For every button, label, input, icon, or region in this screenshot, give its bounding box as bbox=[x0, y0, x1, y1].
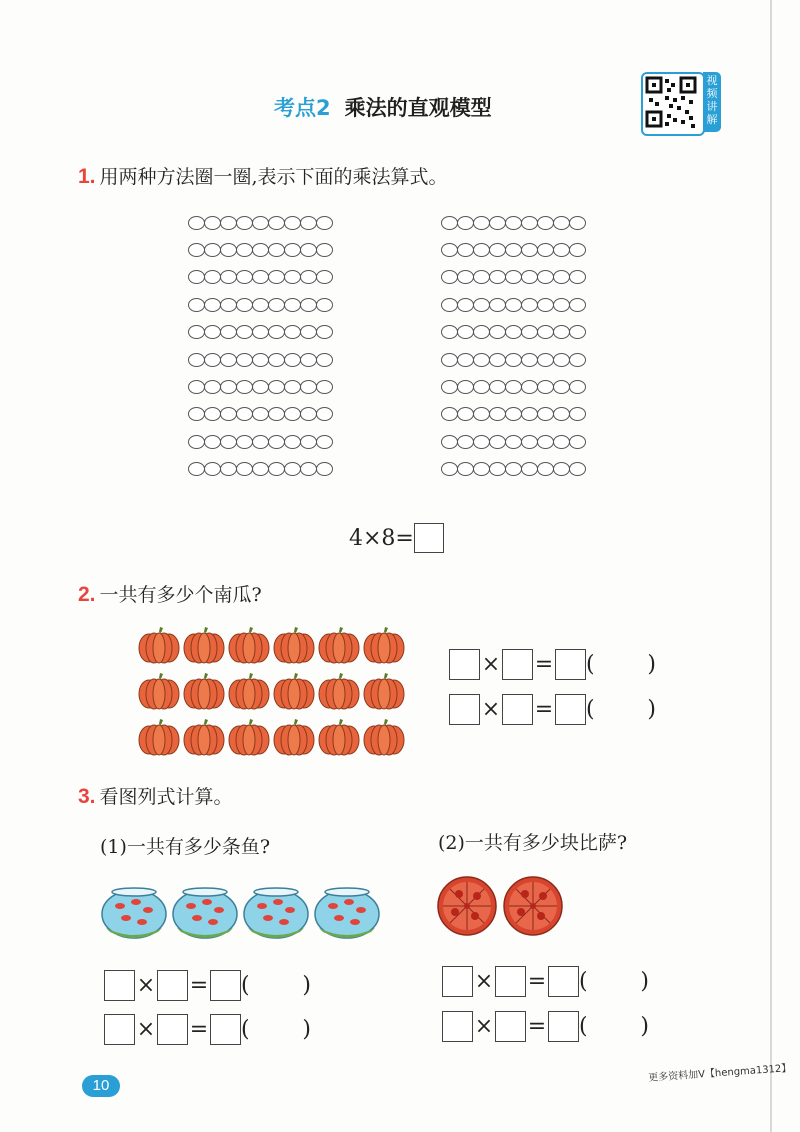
circle[interactable] bbox=[473, 325, 490, 339]
circle-row bbox=[441, 346, 585, 373]
circle-row bbox=[441, 209, 585, 236]
product-box[interactable] bbox=[210, 1014, 241, 1045]
circle[interactable] bbox=[537, 462, 554, 476]
circle[interactable] bbox=[521, 270, 538, 284]
circle[interactable] bbox=[236, 216, 253, 230]
circle[interactable] bbox=[300, 462, 317, 476]
circle[interactable] bbox=[268, 435, 285, 449]
circle[interactable] bbox=[537, 380, 554, 394]
fishbowl-group bbox=[100, 884, 381, 944]
circle[interactable] bbox=[553, 216, 570, 230]
circle[interactable] bbox=[284, 325, 301, 339]
circle-row bbox=[188, 373, 332, 400]
product-box[interactable] bbox=[548, 966, 579, 997]
circle[interactable] bbox=[236, 325, 253, 339]
circle[interactable] bbox=[316, 216, 333, 230]
circle[interactable] bbox=[505, 216, 522, 230]
circle[interactable] bbox=[521, 243, 538, 257]
circle[interactable] bbox=[441, 216, 458, 230]
circle-row bbox=[188, 291, 332, 318]
watermark: 更多资料加V【hengma1312】 bbox=[647, 1063, 792, 1084]
circle[interactable] bbox=[316, 353, 333, 367]
circle[interactable] bbox=[316, 435, 333, 449]
question-3-number: 3. bbox=[78, 785, 96, 808]
circle[interactable] bbox=[316, 298, 333, 312]
circle[interactable] bbox=[489, 325, 506, 339]
pumpkin-icon bbox=[228, 718, 270, 758]
circle[interactable] bbox=[457, 407, 474, 421]
section-title bbox=[274, 92, 492, 122]
circle[interactable] bbox=[473, 380, 490, 394]
circle[interactable] bbox=[188, 353, 205, 367]
circle[interactable] bbox=[252, 243, 269, 257]
circle[interactable] bbox=[553, 325, 570, 339]
circle[interactable] bbox=[220, 353, 237, 367]
circle[interactable] bbox=[441, 353, 458, 367]
circle-grid-right[interactable] bbox=[441, 209, 585, 483]
circle[interactable] bbox=[521, 380, 538, 394]
circle[interactable] bbox=[537, 407, 554, 421]
circle[interactable] bbox=[236, 380, 253, 394]
unit-blank[interactable]: ( ) bbox=[586, 697, 656, 722]
circle[interactable] bbox=[204, 216, 221, 230]
circle[interactable] bbox=[505, 380, 522, 394]
circle[interactable] bbox=[473, 353, 490, 367]
question-2-number: 2. bbox=[78, 583, 96, 606]
pumpkin-icon bbox=[318, 626, 360, 666]
circle[interactable] bbox=[300, 353, 317, 367]
circle[interactable] bbox=[441, 407, 458, 421]
times-sign: × bbox=[481, 697, 501, 722]
circle[interactable] bbox=[569, 216, 586, 230]
circle-row bbox=[441, 428, 585, 455]
circle[interactable] bbox=[537, 298, 554, 312]
question-2-answer-2 bbox=[449, 694, 656, 725]
circle[interactable] bbox=[473, 462, 490, 476]
equals-sign: = bbox=[534, 652, 554, 677]
circle[interactable] bbox=[569, 325, 586, 339]
circle[interactable] bbox=[553, 353, 570, 367]
circle[interactable] bbox=[489, 243, 506, 257]
circle[interactable] bbox=[441, 435, 458, 449]
equals-sign: = bbox=[189, 973, 209, 998]
circle-row bbox=[441, 319, 585, 346]
circle[interactable] bbox=[457, 270, 474, 284]
question-1 bbox=[78, 162, 448, 189]
circle[interactable] bbox=[220, 243, 237, 257]
circle[interactable] bbox=[220, 380, 237, 394]
circle[interactable] bbox=[188, 435, 205, 449]
circle[interactable] bbox=[188, 216, 205, 230]
equation-text: 4×8= bbox=[349, 525, 414, 551]
section-tag: 考点2 bbox=[274, 96, 331, 120]
circle[interactable] bbox=[204, 435, 221, 449]
circle[interactable] bbox=[521, 298, 538, 312]
video-explain-label[interactable]: 视频讲解 bbox=[703, 72, 721, 132]
circle[interactable] bbox=[489, 216, 506, 230]
pumpkin-icon bbox=[363, 672, 405, 712]
circle[interactable] bbox=[521, 325, 538, 339]
circle-row bbox=[188, 319, 332, 346]
page-number: 10 bbox=[82, 1075, 120, 1097]
circle[interactable] bbox=[489, 298, 506, 312]
circle[interactable] bbox=[489, 353, 506, 367]
circle[interactable] bbox=[300, 325, 317, 339]
circle[interactable] bbox=[220, 407, 237, 421]
circle-row bbox=[188, 401, 332, 428]
circle[interactable] bbox=[204, 298, 221, 312]
pizza-icon bbox=[437, 876, 497, 940]
circle-row bbox=[188, 264, 332, 291]
circle[interactable] bbox=[252, 407, 269, 421]
circle[interactable] bbox=[316, 407, 333, 421]
circle[interactable] bbox=[569, 353, 586, 367]
circle[interactable] bbox=[457, 353, 474, 367]
circle[interactable] bbox=[505, 270, 522, 284]
circle[interactable] bbox=[316, 380, 333, 394]
fishbowl-icon bbox=[242, 884, 310, 944]
circle[interactable] bbox=[473, 270, 490, 284]
fishbowl-icon bbox=[313, 884, 381, 944]
circle[interactable] bbox=[300, 407, 317, 421]
product-box[interactable] bbox=[555, 694, 586, 725]
circle[interactable] bbox=[553, 462, 570, 476]
circle[interactable] bbox=[284, 353, 301, 367]
product-box[interactable] bbox=[548, 1011, 579, 1042]
circle[interactable] bbox=[236, 353, 253, 367]
circle[interactable] bbox=[521, 435, 538, 449]
unit-blank[interactable]: ( ) bbox=[579, 969, 649, 994]
circle[interactable] bbox=[252, 270, 269, 284]
circle[interactable] bbox=[300, 270, 317, 284]
circle[interactable] bbox=[316, 243, 333, 257]
circle[interactable] bbox=[188, 325, 205, 339]
pumpkin-icon bbox=[363, 626, 405, 666]
circle[interactable] bbox=[252, 380, 269, 394]
circle[interactable] bbox=[505, 298, 522, 312]
factor-box-1[interactable] bbox=[449, 694, 480, 725]
circle[interactable] bbox=[268, 462, 285, 476]
circle[interactable] bbox=[268, 380, 285, 394]
page-edge bbox=[770, 0, 772, 1132]
circle[interactable] bbox=[569, 243, 586, 257]
product-box[interactable] bbox=[210, 970, 241, 1001]
circle-row bbox=[188, 236, 332, 263]
circle[interactable] bbox=[457, 435, 474, 449]
circle[interactable] bbox=[252, 462, 269, 476]
pumpkin-icon bbox=[273, 718, 315, 758]
circle[interactable] bbox=[188, 380, 205, 394]
circle[interactable] bbox=[489, 407, 506, 421]
equals-sign: = bbox=[527, 969, 547, 994]
circle-row bbox=[188, 428, 332, 455]
circle[interactable] bbox=[473, 435, 490, 449]
circle-row bbox=[188, 209, 332, 236]
times-sign: × bbox=[481, 652, 501, 677]
circle[interactable] bbox=[457, 243, 474, 257]
unit-blank[interactable]: ( ) bbox=[241, 973, 311, 998]
factor-box-2[interactable] bbox=[495, 966, 526, 997]
circle[interactable] bbox=[284, 380, 301, 394]
circle[interactable] bbox=[457, 380, 474, 394]
circle[interactable] bbox=[537, 270, 554, 284]
circle[interactable] bbox=[441, 325, 458, 339]
question-3-2-answer-2 bbox=[442, 1011, 649, 1042]
circle-row bbox=[441, 264, 585, 291]
factor-box-1[interactable] bbox=[449, 649, 480, 680]
circle[interactable] bbox=[537, 243, 554, 257]
circle[interactable] bbox=[457, 216, 474, 230]
answer-box[interactable] bbox=[414, 523, 444, 553]
circle-row bbox=[441, 373, 585, 400]
fishbowl-icon bbox=[171, 884, 239, 944]
times-sign: × bbox=[136, 1017, 156, 1042]
circle[interactable] bbox=[473, 216, 490, 230]
circle[interactable] bbox=[537, 216, 554, 230]
circle[interactable] bbox=[268, 353, 285, 367]
circle[interactable] bbox=[569, 270, 586, 284]
circle[interactable] bbox=[505, 407, 522, 421]
question-1-equation bbox=[349, 523, 444, 553]
circle[interactable] bbox=[300, 380, 317, 394]
circle[interactable] bbox=[268, 407, 285, 421]
circle[interactable] bbox=[441, 243, 458, 257]
unit-blank[interactable]: ( ) bbox=[579, 1014, 649, 1039]
question-2 bbox=[78, 580, 262, 607]
circle[interactable] bbox=[489, 462, 506, 476]
fishbowl-icon bbox=[100, 884, 168, 944]
circle[interactable] bbox=[457, 462, 474, 476]
circle[interactable] bbox=[505, 325, 522, 339]
circle[interactable] bbox=[537, 325, 554, 339]
circle[interactable] bbox=[220, 298, 237, 312]
question-3 bbox=[78, 782, 233, 809]
circle[interactable] bbox=[505, 243, 522, 257]
circle[interactable] bbox=[284, 270, 301, 284]
circle[interactable] bbox=[553, 243, 570, 257]
circle[interactable] bbox=[569, 298, 586, 312]
circle[interactable] bbox=[284, 435, 301, 449]
circle[interactable] bbox=[521, 462, 538, 476]
pumpkin-icon bbox=[273, 626, 315, 666]
circle[interactable] bbox=[300, 298, 317, 312]
question-3-1-answer-1 bbox=[104, 970, 311, 1001]
circle[interactable] bbox=[268, 216, 285, 230]
question-3-2-answer-1 bbox=[442, 966, 649, 997]
circle[interactable] bbox=[441, 298, 458, 312]
circle[interactable] bbox=[300, 243, 317, 257]
times-sign: × bbox=[136, 973, 156, 998]
factor-box-1[interactable] bbox=[104, 970, 135, 1001]
question-3-part-2: (2)一共有多少块比萨? bbox=[438, 832, 628, 854]
pumpkin-icon bbox=[318, 718, 360, 758]
circle[interactable] bbox=[284, 243, 301, 257]
factor-box-2[interactable] bbox=[157, 970, 188, 1001]
factor-box-1[interactable] bbox=[442, 1011, 473, 1042]
question-3-1-answer-2 bbox=[104, 1014, 311, 1045]
circle[interactable] bbox=[489, 435, 506, 449]
circle[interactable] bbox=[268, 298, 285, 312]
circle[interactable] bbox=[441, 462, 458, 476]
pumpkin-icon bbox=[363, 718, 405, 758]
circle[interactable] bbox=[505, 435, 522, 449]
circle[interactable] bbox=[473, 243, 490, 257]
circle[interactable] bbox=[236, 407, 253, 421]
circle[interactable] bbox=[252, 435, 269, 449]
circle[interactable] bbox=[188, 243, 205, 257]
circle[interactable] bbox=[553, 407, 570, 421]
circle[interactable] bbox=[489, 270, 506, 284]
product-box[interactable] bbox=[555, 649, 586, 680]
section-title-text: 乘法的直观模型 bbox=[344, 96, 492, 120]
circle[interactable] bbox=[284, 298, 301, 312]
circle[interactable] bbox=[521, 216, 538, 230]
circle[interactable] bbox=[316, 325, 333, 339]
unit-blank[interactable]: ( ) bbox=[586, 652, 656, 677]
circle[interactable] bbox=[188, 462, 205, 476]
circle[interactable] bbox=[569, 407, 586, 421]
unit-blank[interactable]: ( ) bbox=[241, 1017, 311, 1042]
pumpkin-icon bbox=[183, 626, 225, 666]
circle[interactable] bbox=[220, 325, 237, 339]
circle[interactable] bbox=[316, 270, 333, 284]
circle-row bbox=[188, 456, 332, 483]
pizza-icon bbox=[503, 876, 563, 940]
pizza-group bbox=[437, 876, 563, 940]
circle[interactable] bbox=[473, 407, 490, 421]
pumpkin-icon bbox=[183, 718, 225, 758]
circle[interactable] bbox=[236, 243, 253, 257]
pumpkin-icon bbox=[273, 672, 315, 712]
circle[interactable] bbox=[236, 462, 253, 476]
circle-row bbox=[188, 346, 332, 373]
circle[interactable] bbox=[204, 270, 221, 284]
circle[interactable] bbox=[204, 407, 221, 421]
circle[interactable] bbox=[457, 298, 474, 312]
circle[interactable] bbox=[553, 298, 570, 312]
circle[interactable] bbox=[188, 298, 205, 312]
pumpkin-icon bbox=[138, 626, 180, 666]
circle[interactable] bbox=[220, 216, 237, 230]
circle[interactable] bbox=[204, 380, 221, 394]
times-sign: × bbox=[474, 969, 494, 994]
circle[interactable] bbox=[252, 216, 269, 230]
factor-box-1[interactable] bbox=[104, 1014, 135, 1045]
circle[interactable] bbox=[300, 216, 317, 230]
question-3-part-1: (1)一共有多少条鱼? bbox=[100, 836, 271, 858]
pumpkin-group bbox=[138, 626, 408, 764]
circle[interactable] bbox=[284, 462, 301, 476]
circle[interactable] bbox=[537, 353, 554, 367]
equals-sign: = bbox=[527, 1014, 547, 1039]
question-3-text: 看图列式计算。 bbox=[99, 786, 233, 808]
circle[interactable] bbox=[220, 435, 237, 449]
pumpkin-icon bbox=[138, 672, 180, 712]
circle-row bbox=[441, 456, 585, 483]
equals-sign: = bbox=[189, 1017, 209, 1042]
circle[interactable] bbox=[284, 407, 301, 421]
question-2-text: 一共有多少个南瓜? bbox=[99, 584, 262, 606]
factor-box-2[interactable] bbox=[502, 649, 533, 680]
circle-row bbox=[441, 401, 585, 428]
circle[interactable] bbox=[521, 353, 538, 367]
equals-sign: = bbox=[534, 697, 554, 722]
factor-box-2[interactable] bbox=[502, 694, 533, 725]
circle[interactable] bbox=[204, 462, 221, 476]
circle[interactable] bbox=[505, 353, 522, 367]
circle[interactable] bbox=[473, 298, 490, 312]
circle[interactable] bbox=[569, 380, 586, 394]
circle[interactable] bbox=[537, 435, 554, 449]
circle[interactable] bbox=[188, 270, 205, 284]
circle[interactable] bbox=[236, 298, 253, 312]
circle[interactable] bbox=[569, 435, 586, 449]
circle[interactable] bbox=[441, 380, 458, 394]
circle[interactable] bbox=[553, 380, 570, 394]
circle[interactable] bbox=[569, 462, 586, 476]
circle[interactable] bbox=[300, 435, 317, 449]
circle[interactable] bbox=[252, 325, 269, 339]
circle[interactable] bbox=[204, 353, 221, 367]
circle[interactable] bbox=[489, 380, 506, 394]
question-1-text: 用两种方法圈一圈,表示下面的乘法算式。 bbox=[99, 166, 448, 188]
circle[interactable] bbox=[553, 270, 570, 284]
circle[interactable] bbox=[236, 270, 253, 284]
circle[interactable] bbox=[505, 462, 522, 476]
factor-box-2[interactable] bbox=[157, 1014, 188, 1045]
circle[interactable] bbox=[252, 298, 269, 312]
factor-box-2[interactable] bbox=[495, 1011, 526, 1042]
circle[interactable] bbox=[316, 462, 333, 476]
circle[interactable] bbox=[220, 462, 237, 476]
circle[interactable] bbox=[220, 270, 237, 284]
circle[interactable] bbox=[236, 435, 253, 449]
circle[interactable] bbox=[553, 435, 570, 449]
question-2-answer-1 bbox=[449, 649, 656, 680]
circle[interactable] bbox=[204, 243, 221, 257]
circle[interactable] bbox=[521, 407, 538, 421]
circle[interactable] bbox=[457, 325, 474, 339]
circle-row bbox=[441, 236, 585, 263]
pumpkin-icon bbox=[138, 718, 180, 758]
circle[interactable] bbox=[204, 325, 221, 339]
circle[interactable] bbox=[441, 270, 458, 284]
circle[interactable] bbox=[252, 353, 269, 367]
circle-row bbox=[441, 291, 585, 318]
pumpkin-icon bbox=[318, 672, 360, 712]
circle-grid-left[interactable] bbox=[188, 209, 332, 483]
pumpkin-icon bbox=[228, 626, 270, 666]
question-1-number: 1. bbox=[78, 165, 96, 188]
circle[interactable] bbox=[268, 270, 285, 284]
pumpkin-icon bbox=[228, 672, 270, 712]
circle[interactable] bbox=[268, 243, 285, 257]
circle[interactable] bbox=[268, 325, 285, 339]
factor-box-1[interactable] bbox=[442, 966, 473, 997]
circle[interactable] bbox=[188, 407, 205, 421]
qr-code-icon[interactable] bbox=[641, 72, 705, 136]
circle[interactable] bbox=[284, 216, 301, 230]
times-sign: × bbox=[474, 1014, 494, 1039]
pumpkin-icon bbox=[183, 672, 225, 712]
